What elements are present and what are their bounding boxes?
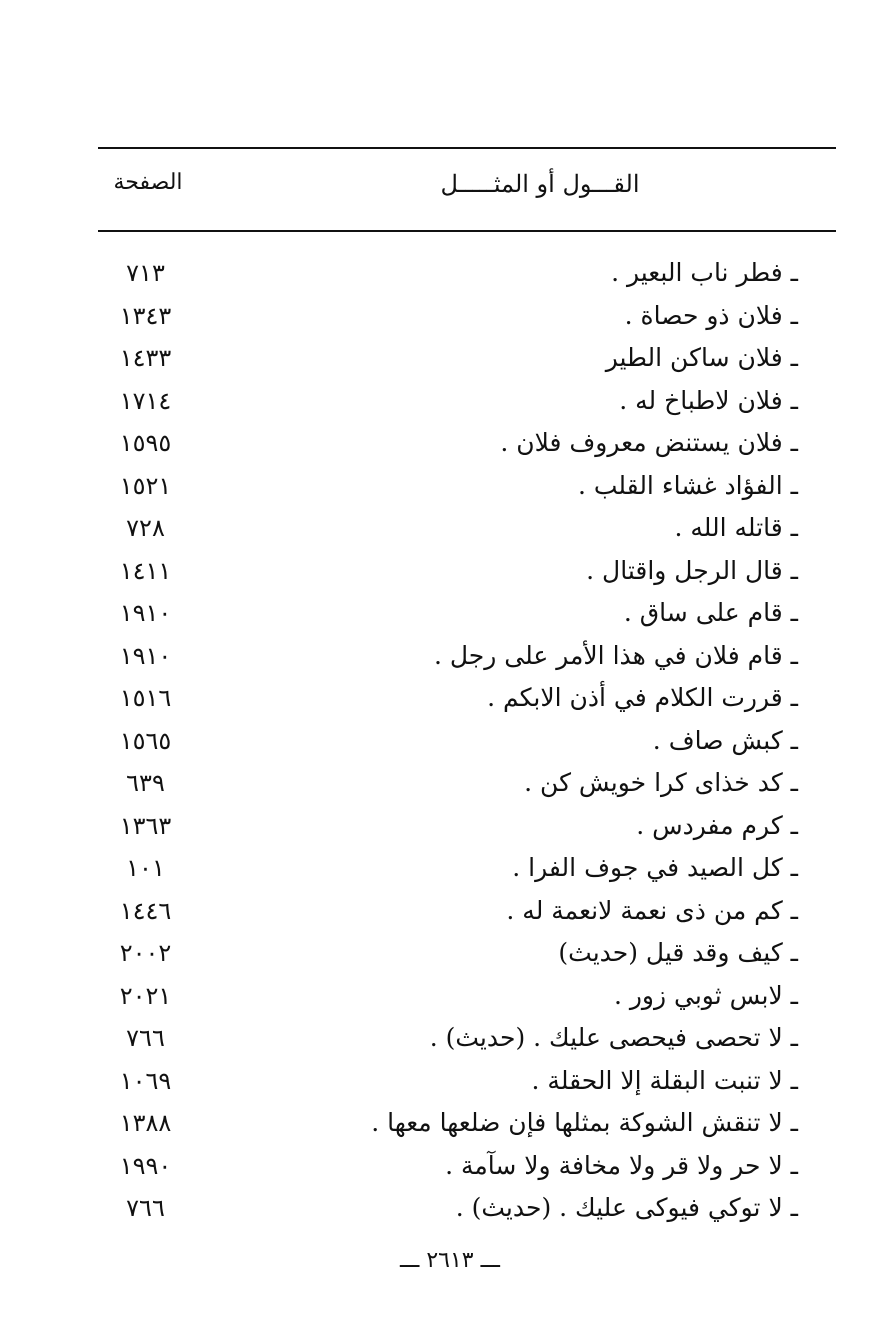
entry-page: ٢٠٠٢: [119, 939, 172, 967]
index-entry: [98, 381, 798, 424]
index-entry: [98, 1018, 798, 1061]
index-entry: [98, 976, 798, 1019]
entry-text: ـ كبش صاف .: [652, 725, 798, 755]
entry-text: ـ فلان ساكن الطير: [605, 343, 798, 372]
index-entry: [98, 338, 798, 381]
entry-page: ٢٠٢١: [119, 981, 172, 1010]
entry-text: ـ كد خذاى كرا خويش كن .: [524, 768, 798, 797]
entry-text: ـ قررت الكلام في أذن الابكم .: [487, 683, 798, 712]
entry-text: ـ فلان ذو حصاة .: [624, 300, 798, 330]
entry-page: ١٠٦٩: [119, 1066, 172, 1095]
entry-page: ١٩١٠: [119, 599, 172, 627]
entry-page: ١٩١٠: [119, 641, 172, 670]
entry-page: ١٣٦٣: [119, 811, 172, 840]
entry-page: ١٣٤٣: [119, 301, 172, 330]
entry-page: ١٩٩٠: [119, 1151, 172, 1180]
index-entry: [98, 891, 798, 934]
index-entry: [98, 636, 798, 679]
entry-text: ـ كل الصيد في جوف الفرا .: [512, 853, 798, 882]
index-entry: [98, 933, 798, 976]
index-list: [98, 253, 798, 1231]
entry-page: ١٤٣٣: [119, 344, 172, 372]
entry-page: ٦٣٩: [126, 769, 165, 797]
entry-text: ـ لا تنبت البقلة إلا الحقلة .: [531, 1065, 798, 1095]
index-entry: [98, 253, 798, 296]
entry-text: ـ لا تحصى فيحصى عليك . (حديث) .: [429, 1023, 798, 1052]
index-entry: [98, 1103, 798, 1146]
entry-text: ـ قال الرجل واقتال .: [586, 555, 798, 585]
entry-text: ـ الفؤاد غشاء القلب .: [577, 470, 798, 500]
entry-page: ١٤٤٦: [119, 896, 172, 925]
column-header-page: الصفحة: [113, 170, 183, 195]
entry-text: ـ فلان لاطباخ له .: [619, 385, 798, 415]
entry-text: ـ لا حر ولا قر ولا مخافة ولا سآمة .: [445, 1150, 798, 1180]
entry-page: ١٥٢١: [119, 471, 172, 500]
entry-page: ٧١٣: [126, 259, 165, 287]
entry-text: ـ كرم مفردس .: [636, 810, 798, 840]
entry-text: ـ لابس ثوبي زور .: [613, 980, 798, 1010]
page-number: ـــ ٢٦١٣ ـــ: [400, 1248, 500, 1273]
entry-page: ١٥٦٥: [119, 726, 172, 755]
index-entry: [98, 721, 798, 764]
entry-page: ١٧١٤: [119, 386, 172, 415]
index-entry: [98, 593, 798, 636]
header-rule: [98, 230, 836, 232]
index-entry: [98, 1061, 798, 1104]
column-header-phrase: القـــول أو المثـــــل: [440, 170, 640, 198]
entry-page: ١٠١: [126, 854, 165, 882]
index-entry: [98, 1146, 798, 1189]
entry-text: ـ لا تنقش الشوكة بمثلها فإن ضلعها معها .: [371, 1108, 798, 1137]
index-entry: [98, 551, 798, 594]
entry-page: ١٤١١: [119, 556, 172, 585]
index-entry: [98, 508, 798, 551]
top-rule: [98, 147, 836, 149]
entry-text: ـ قاتله الله .: [674, 513, 798, 542]
entry-page: ١٣٨٨: [119, 1109, 172, 1137]
entry-page: ٧٢٨: [126, 514, 165, 542]
index-entry: [98, 423, 798, 466]
index-entry: [98, 296, 798, 339]
index-entry: [98, 763, 798, 806]
entry-text: ـ كيف وقد قيل (حديث): [558, 938, 798, 967]
index-entry: [98, 678, 798, 721]
index-entry: [98, 466, 798, 509]
entry-text: ـ فلان يستنض معروف فلان .: [500, 428, 798, 457]
entry-page: ٧٦٦: [126, 1024, 165, 1052]
index-entry: [98, 806, 798, 849]
entry-text: ـ قام فلان في هذا الأمر على رجل .: [433, 640, 798, 670]
entry-text: ـ لا توكي فيوكى عليك . (حديث) .: [455, 1193, 798, 1222]
entry-page: ١٥١٦: [119, 684, 172, 712]
index-entry: [98, 1188, 798, 1231]
entry-page: ١٥٩٥: [119, 429, 172, 457]
index-entry: [98, 848, 798, 891]
entry-text: ـ فطر ناب البعير .: [611, 258, 798, 287]
entry-page: ٧٦٦: [126, 1194, 165, 1222]
entry-text: ـ كم من ذى نعمة لانعمة له .: [506, 895, 798, 925]
entry-text: ـ قام على ساق .: [623, 598, 798, 627]
